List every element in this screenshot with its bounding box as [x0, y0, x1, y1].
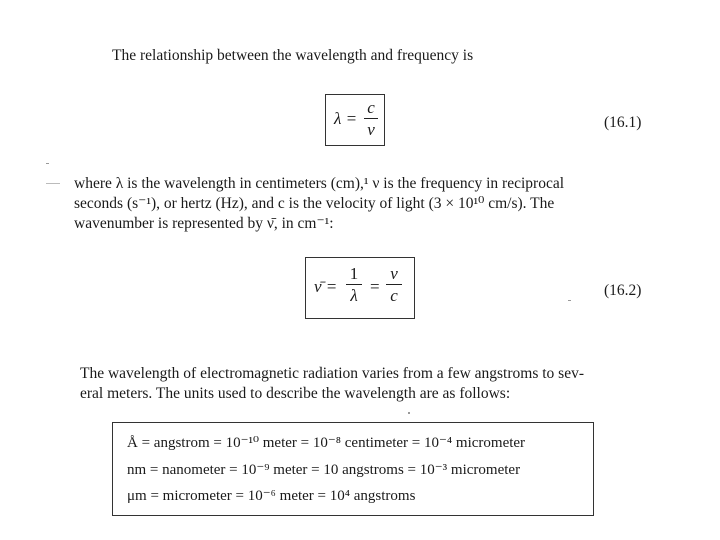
fraction-bar	[364, 118, 378, 119]
equation-16-1-numerator: c	[367, 98, 375, 117]
paragraph-line: wavenumber is represented by ν̄, in cm⁻¹:	[74, 215, 334, 232]
paragraph-line: where λ is the wavelength in centimeters (cm),¹ ν is the frequency in reciprocal	[74, 175, 565, 192]
scan-speck	[46, 183, 60, 184]
scan-speck	[408, 412, 410, 414]
equation-16-2-frac2-numerator: ν	[390, 264, 398, 283]
unit-line-micrometer: μm = micrometer = 10⁻⁶ meter = 10⁴ angstroms	[127, 488, 416, 504]
paragraph-line: eral meters. The units used to describe the wavelength are as follows:	[80, 385, 511, 402]
equation-16-2-fraction-2	[386, 265, 402, 305]
intro-text: The relationship between the wavelength and frequency is	[112, 47, 474, 64]
scan-speck	[46, 163, 49, 164]
paragraph-wavelength-definition	[74, 174, 654, 234]
units-box	[112, 422, 594, 516]
equation-16-1-lhs: λ =	[334, 109, 358, 128]
equation-16-2-frac2-denominator: c	[390, 286, 398, 305]
fraction-bar	[386, 284, 402, 285]
equation-16-2-equals: =	[370, 277, 380, 296]
unit-line-nanometer: nm = nanometer = 10⁻⁹ meter = 10 angstroms = 10⁻³ micrometer	[127, 462, 521, 478]
equation-16-2-frac1-denominator: λ	[350, 286, 358, 305]
equation-16-2-lhs: ν̄ =	[314, 277, 338, 296]
equation-16-1-denominator: ν	[367, 120, 375, 139]
paragraph-line: seconds (s⁻¹), or hertz (Hz), and c is the velocity of light (3 × 10¹⁰ cm/s). The	[74, 195, 555, 212]
paragraph-wavelength-range	[80, 364, 655, 404]
equation-16-1-box	[325, 94, 385, 146]
fraction-bar	[346, 284, 362, 285]
equation-16-1-number: (16.1)	[604, 114, 642, 131]
unit-line-angstrom: Å = angstrom = 10⁻¹⁰ meter = 10⁻⁸ centimeter = 10⁻⁴ micrometer	[127, 435, 526, 451]
equation-16-2-frac1-numerator: 1	[349, 264, 359, 283]
equation-16-2-number: (16.2)	[604, 282, 642, 299]
paragraph-line: The wavelength of electromagnetic radiation varies from a few angstroms to sev-	[80, 365, 584, 382]
equation-16-2-box	[305, 257, 415, 319]
equation-16-1-fraction	[364, 99, 378, 139]
equation-16-2-fraction-1	[346, 265, 362, 305]
scan-speck	[568, 300, 571, 301]
